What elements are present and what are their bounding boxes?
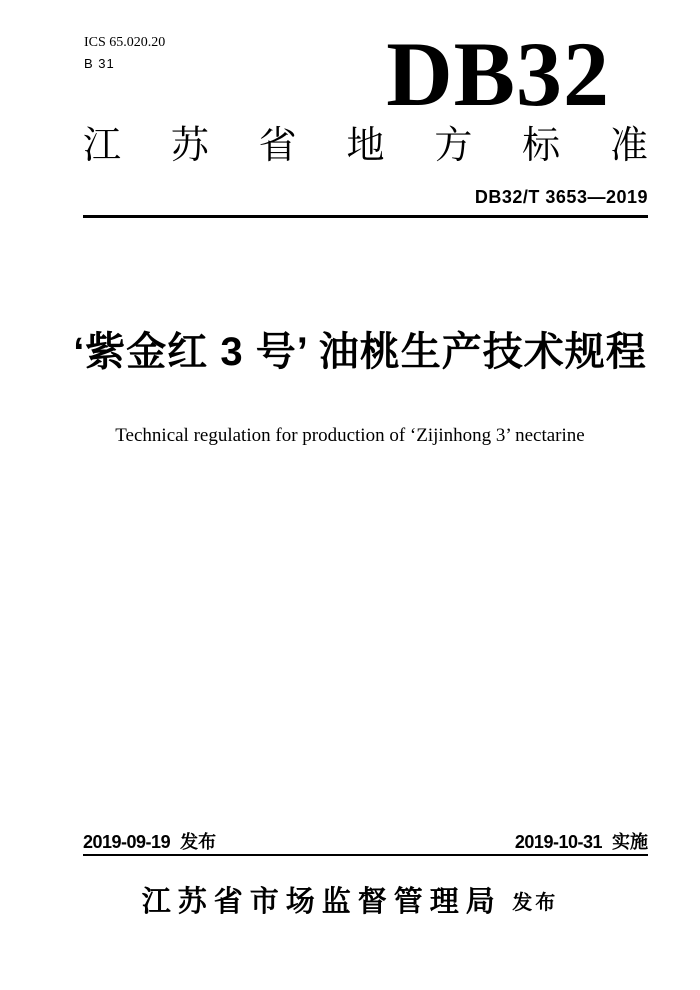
ics-code: ICS 65.020.20 [84, 35, 166, 50]
db32-logo: DB32 [386, 23, 610, 125]
header-rule [83, 215, 648, 218]
standard-number: DB32/T 3653—2019 [474, 187, 648, 207]
issue-date-label: 发布 [180, 832, 217, 852]
dates-row [83, 832, 648, 854]
issue-date-group [83, 832, 216, 854]
issue-date: 2019-09-19 [83, 832, 171, 852]
standard-category-title: 江 苏 省 地 方 标 准 [83, 125, 648, 167]
publisher-suffix-label: 发布 [512, 892, 559, 914]
implementation-date-group [515, 832, 648, 854]
footer-rule [83, 854, 648, 856]
implementation-date-label: 实施 [612, 832, 648, 852]
document-title-english: Technical regulation for production of ‘Zijinhong 3’ nectarine [115, 425, 585, 446]
publisher-row [0, 879, 700, 920]
classification-block [84, 33, 165, 74]
implementation-date: 2019-10-31 [514, 832, 602, 852]
publisher-name: 江苏省市场监督管理局 [141, 886, 502, 918]
class-code: B 31 [84, 56, 115, 72]
document-title: ‘紫金红 3 号’ 油桃生产技术规程 [73, 330, 647, 374]
